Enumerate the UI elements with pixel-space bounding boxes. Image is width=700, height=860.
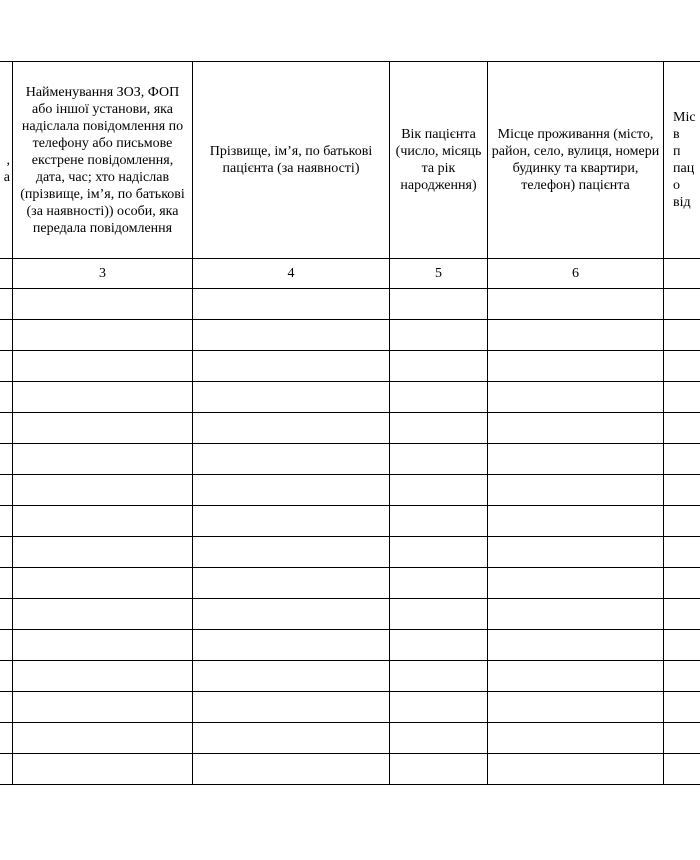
header-cell-residence	[488, 62, 664, 259]
table-cell	[390, 506, 488, 537]
table-row	[0, 599, 700, 630]
table-cell	[193, 351, 390, 382]
table-cell	[13, 692, 193, 723]
table-cell	[13, 413, 193, 444]
header-cell-patient-age	[390, 62, 488, 259]
table-cell	[193, 661, 390, 692]
column-number-row	[0, 259, 700, 289]
table-cell	[13, 723, 193, 754]
table-cell	[664, 599, 700, 630]
table-cell	[664, 754, 700, 785]
table-row	[0, 692, 700, 723]
table-row	[0, 351, 700, 382]
table-cell	[390, 630, 488, 661]
table-cell	[488, 661, 664, 692]
table-cell	[488, 382, 664, 413]
column-number-cell-2	[0, 259, 13, 289]
table-cell	[488, 537, 664, 568]
table-cell	[390, 692, 488, 723]
table-cell	[664, 320, 700, 351]
table-cell	[193, 382, 390, 413]
table-cell	[664, 630, 700, 661]
table-row	[0, 320, 700, 351]
table-cell	[488, 506, 664, 537]
table-row	[0, 382, 700, 413]
table-cell	[390, 568, 488, 599]
table-cell	[0, 506, 13, 537]
table-cell	[13, 537, 193, 568]
table-cell	[0, 444, 13, 475]
table-cell	[488, 630, 664, 661]
table-row	[0, 413, 700, 444]
table-row	[0, 444, 700, 475]
table-cell	[390, 351, 488, 382]
table-cell	[0, 754, 13, 785]
table-cell	[193, 320, 390, 351]
column-number-cell-7	[664, 259, 700, 289]
table-cell	[193, 723, 390, 754]
table-cell	[13, 599, 193, 630]
header-row	[0, 62, 700, 259]
table-cell	[193, 289, 390, 320]
table-cell	[193, 444, 390, 475]
header-cell-col7	[664, 62, 700, 259]
table-cell	[0, 568, 13, 599]
table-cell	[193, 568, 390, 599]
table-cell	[488, 444, 664, 475]
table-row	[0, 661, 700, 692]
table-row	[0, 754, 700, 785]
table-cell	[664, 568, 700, 599]
table-cell	[0, 289, 13, 320]
table-cell	[488, 754, 664, 785]
table-cell	[13, 506, 193, 537]
table-cell	[0, 413, 13, 444]
table-cell	[488, 599, 664, 630]
header-text-col7: Міс в п пац о від	[673, 110, 696, 210]
table-cell	[13, 754, 193, 785]
table-cell	[390, 320, 488, 351]
table-cell	[664, 692, 700, 723]
table-cell	[13, 320, 193, 351]
notification-register-table	[0, 61, 700, 785]
header-text-residence: Місце проживання (місто, район, село, вулиця, номери будинку та квартири, телефон) пацієнта	[491, 127, 660, 193]
table-cell	[664, 537, 700, 568]
table-row	[0, 475, 700, 506]
table-cell	[390, 599, 488, 630]
table-cell	[193, 754, 390, 785]
table-cell	[488, 568, 664, 599]
table-row	[0, 630, 700, 661]
table-cell	[390, 289, 488, 320]
table-cell	[390, 537, 488, 568]
table-cell	[0, 692, 13, 723]
table-cell	[193, 599, 390, 630]
table-cell	[390, 754, 488, 785]
header-text-col2: , а	[3, 152, 10, 185]
table-cell	[664, 444, 700, 475]
table-cell	[0, 320, 13, 351]
table-cell	[13, 630, 193, 661]
table-cell	[13, 444, 193, 475]
table-cell	[193, 413, 390, 444]
table-cell	[0, 661, 13, 692]
table-cell	[488, 320, 664, 351]
table-cell	[664, 351, 700, 382]
table-cell	[0, 537, 13, 568]
header-text-facility: Найменування ЗОЗ, ФОП або іншої установи, яка надіслала повідомлення по телефону або письмове екстрене повідомлення, дата, час; хто надіслав (прізвище, ім’я, по батькові (за наявності)) особи, яка передала повідомлення	[20, 84, 185, 236]
table-cell	[664, 289, 700, 320]
table-cell	[0, 382, 13, 413]
table-cell	[0, 599, 13, 630]
table-cell	[488, 692, 664, 723]
table-cell	[664, 723, 700, 754]
table-cell	[390, 661, 488, 692]
table-cell	[390, 382, 488, 413]
table-cell	[664, 475, 700, 506]
table-cell	[664, 661, 700, 692]
header-text-patient-age: Вік пацієнта (число, місяць та рік народження)	[395, 127, 482, 193]
table-cell	[13, 351, 193, 382]
table-row	[0, 506, 700, 537]
table-cell	[664, 382, 700, 413]
table-cell	[193, 475, 390, 506]
header-cell-patient-name	[193, 62, 390, 259]
column-number-cell-4: 4	[193, 259, 390, 289]
table-cell	[390, 723, 488, 754]
column-number-cell-3: 3	[13, 259, 193, 289]
table-cell	[488, 723, 664, 754]
column-number-cell-5: 5	[390, 259, 488, 289]
table-cell	[13, 568, 193, 599]
header-cell-facility	[13, 62, 193, 259]
table-cell	[13, 475, 193, 506]
table-row	[0, 723, 700, 754]
table-cell	[193, 537, 390, 568]
table-cell	[488, 351, 664, 382]
table-cell	[0, 723, 13, 754]
table-cell	[488, 413, 664, 444]
column-number-cell-6: 6	[488, 259, 664, 289]
table-cell	[193, 506, 390, 537]
table-cell	[193, 630, 390, 661]
table-cell	[13, 289, 193, 320]
table-row	[0, 568, 700, 599]
header-cell-col2	[0, 62, 13, 259]
table-row	[0, 289, 700, 320]
table-cell	[13, 382, 193, 413]
table-cell	[664, 413, 700, 444]
header-text-patient-name: Прізвище, ім’я, по батькові пацієнта (за наявності)	[209, 144, 373, 176]
table-cell	[390, 475, 488, 506]
table-cell	[0, 630, 13, 661]
table-cell	[0, 475, 13, 506]
table-row	[0, 537, 700, 568]
table-cell	[390, 444, 488, 475]
table-cell	[488, 475, 664, 506]
table-cell	[13, 661, 193, 692]
table-cell	[0, 351, 13, 382]
table-cell	[488, 289, 664, 320]
table-cell	[390, 413, 488, 444]
table-cell	[193, 692, 390, 723]
table-cell	[664, 506, 700, 537]
